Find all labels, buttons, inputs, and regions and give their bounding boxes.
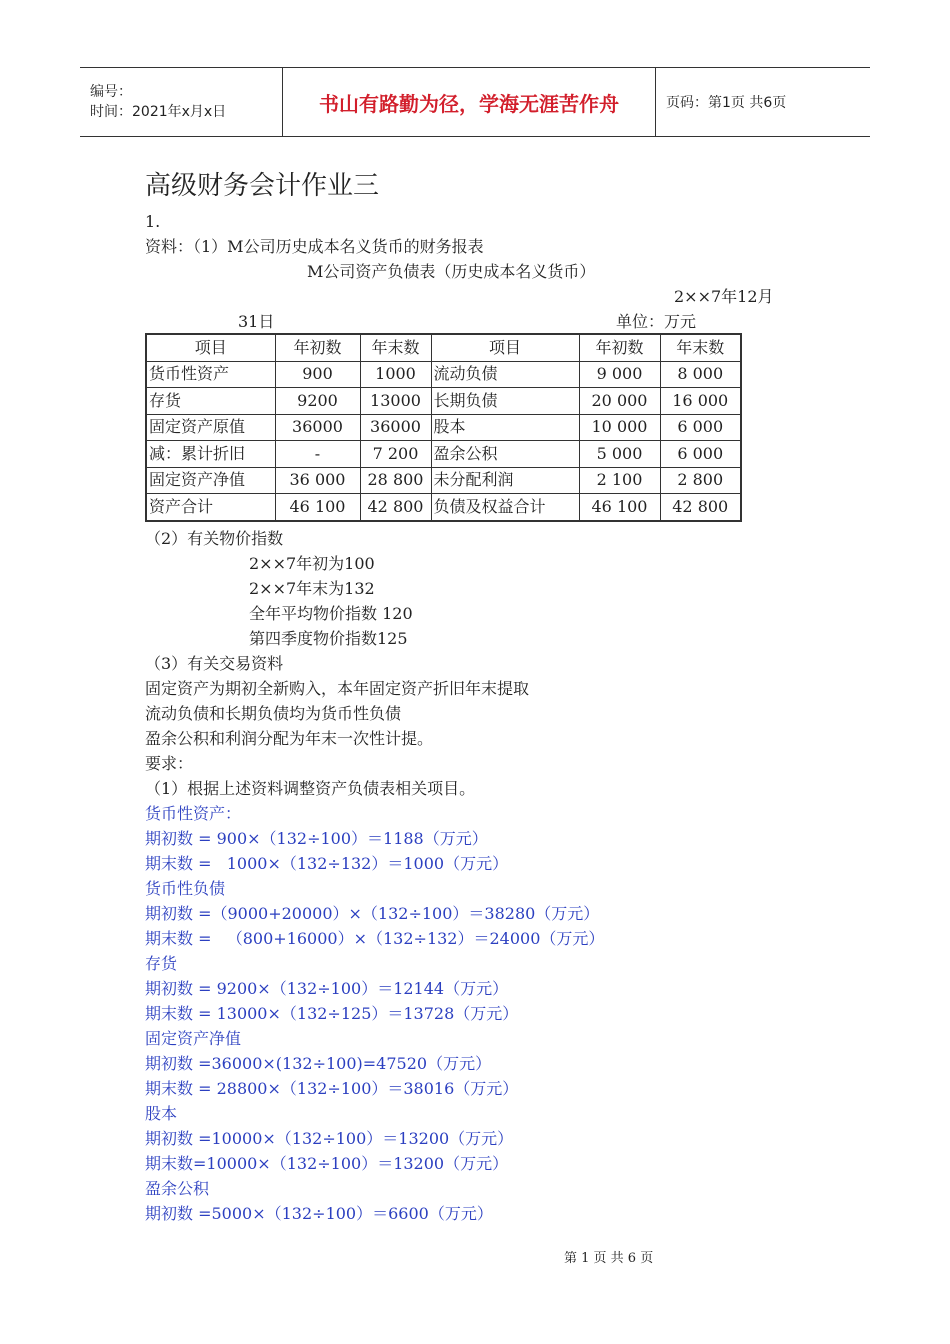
table-cell: 8 000 [660, 361, 741, 388]
table-row [146, 414, 741, 441]
table-cell: 5 000 [579, 441, 660, 468]
header-cell: 年末数 [660, 334, 741, 361]
table-cell: 未分配利润 [431, 467, 579, 494]
answer-line: 货币性负债 [145, 879, 226, 898]
date-line-1: 2××7年12月 [674, 287, 774, 306]
time-label: 时间：2021年x月x日 [90, 104, 227, 120]
answer-line: 期末数 = （800+16000）×（132÷132）＝24000（万元） [145, 929, 605, 948]
table-cell: - [275, 441, 360, 468]
page-info: 页码：第1页 共6页 [666, 95, 787, 111]
table-cell: 流动负债 [431, 361, 579, 388]
number-label: 编号： [90, 84, 132, 100]
answer-line: 股本 [145, 1104, 178, 1123]
answer-line: 期末数 = 28800×（132÷100）＝38016（万元） [145, 1079, 519, 1098]
table-row [146, 467, 741, 494]
table-cell: 长期负债 [431, 388, 579, 415]
page-footer: 第 1 页 共 6 页 [564, 1251, 654, 1266]
answer-line: 期末数=10000×（132÷100）＝13200（万元） [145, 1154, 509, 1173]
header-cell: 年初数 [579, 334, 660, 361]
table-cell: 20 000 [579, 388, 660, 415]
transaction-line-2: 流动负债和长期负债均为货币性负债 [145, 704, 402, 723]
header-left [80, 68, 282, 136]
answer-line: 期初数 =（9000+20000）×（132÷100）＝38280（万元） [145, 904, 600, 923]
answer-line: 期初数 =10000×（132÷100）＝13200（万元） [145, 1129, 514, 1148]
table-cell: 6 000 [660, 414, 741, 441]
answer-line: 期末数 = 1000×（132÷132）＝1000（万元） [145, 854, 509, 873]
table-cell: 2 800 [660, 467, 741, 494]
table-title: M公司资产负债表（历史成本名义货币） [307, 262, 596, 281]
table-cell: 36 000 [275, 467, 360, 494]
table-cell: 盈余公积 [431, 441, 579, 468]
table-cell: 6 000 [660, 441, 741, 468]
table-cell: 股本 [431, 414, 579, 441]
table-cell: 36000 [275, 414, 360, 441]
answer-line: 期初数 = 900×（132÷100）＝1188（万元） [145, 829, 488, 848]
table-cell: 7 200 [360, 441, 431, 468]
table-cell: 存货 [146, 388, 275, 415]
answer-line: 盈余公积 [145, 1179, 210, 1198]
index-line-3: 全年平均物价指数 120 [249, 604, 413, 623]
index-line-4: 第四季度物价指数125 [249, 629, 408, 648]
header-cell: 年初数 [275, 334, 360, 361]
material-1: 资料：（1）M公司历史成本名义货币的财务报表 [145, 237, 484, 256]
table-cell: 负债及权益合计 [431, 494, 579, 521]
header-motto [282, 68, 656, 136]
requirement-heading: 要求： [145, 754, 194, 773]
answer-line: 存货 [145, 954, 178, 973]
unit-label: 单位：万元 [616, 312, 697, 331]
table-cell: 9200 [275, 388, 360, 415]
table-cell: 46 100 [275, 494, 360, 521]
table-row [146, 388, 741, 415]
table-cell: 2 100 [579, 467, 660, 494]
material-2: （2）有关物价指数 [145, 529, 284, 548]
table-header-row [146, 334, 741, 361]
table-cell: 16 000 [660, 388, 741, 415]
table-cell: 42 800 [360, 494, 431, 521]
header-right [656, 68, 786, 136]
table-cell: 28 800 [360, 467, 431, 494]
table-cell: 资产合计 [146, 494, 275, 521]
table-cell: 固定资产净值 [146, 467, 275, 494]
document-title: 高级财务会计作业三 [145, 171, 380, 201]
balance-sheet-table [145, 333, 742, 522]
table-cell: 42 800 [660, 494, 741, 521]
date-line-2: 31日 [238, 312, 275, 331]
table-cell: 固定资产原值 [146, 414, 275, 441]
index-line-2: 2××7年末为132 [249, 579, 375, 598]
answer-line: 期初数 =5000×（132÷100）＝6600（万元） [145, 1204, 493, 1223]
table-cell: 46 100 [579, 494, 660, 521]
answer-line: 固定资产净值 [145, 1029, 242, 1048]
motto-text: 书山有路勤为径，学海无涯苦作舟 [319, 91, 619, 116]
header-cell: 年末数 [360, 334, 431, 361]
header-cell: 项目 [146, 334, 275, 361]
index-line-1: 2××7年初为100 [249, 554, 375, 573]
requirement-1: （1）根据上述资料调整资产负债表相关项目。 [145, 779, 476, 798]
table-cell: 900 [275, 361, 360, 388]
answer-line: 货币性资产： [145, 804, 242, 823]
answer-line: 期初数 = 9200×（132÷100）＝12144（万元） [145, 979, 509, 998]
transaction-line-3: 盈余公积和利润分配为年末一次性计提。 [145, 729, 434, 748]
table-cell: 10 000 [579, 414, 660, 441]
table-row [146, 441, 741, 468]
table-cell: 9 000 [579, 361, 660, 388]
table-row [146, 361, 741, 388]
answer-line: 期末数 = 13000×（132÷125）＝13728（万元） [145, 1004, 519, 1023]
table-cell: 1000 [360, 361, 431, 388]
material-3: （3）有关交易资料 [145, 654, 284, 673]
question-number: 1. [145, 212, 161, 231]
transaction-line-1: 固定资产为期初全新购入，本年固定资产折旧年末提取 [145, 679, 530, 698]
page-header [80, 67, 870, 137]
answer-line: 期初数 =36000×(132÷100)=47520（万元） [145, 1054, 492, 1073]
table-cell: 货币性资产 [146, 361, 275, 388]
header-cell: 项目 [431, 334, 579, 361]
table-cell: 36000 [360, 414, 431, 441]
table-cell: 13000 [360, 388, 431, 415]
table-cell: 减：累计折旧 [146, 441, 275, 468]
table-row [146, 494, 741, 521]
